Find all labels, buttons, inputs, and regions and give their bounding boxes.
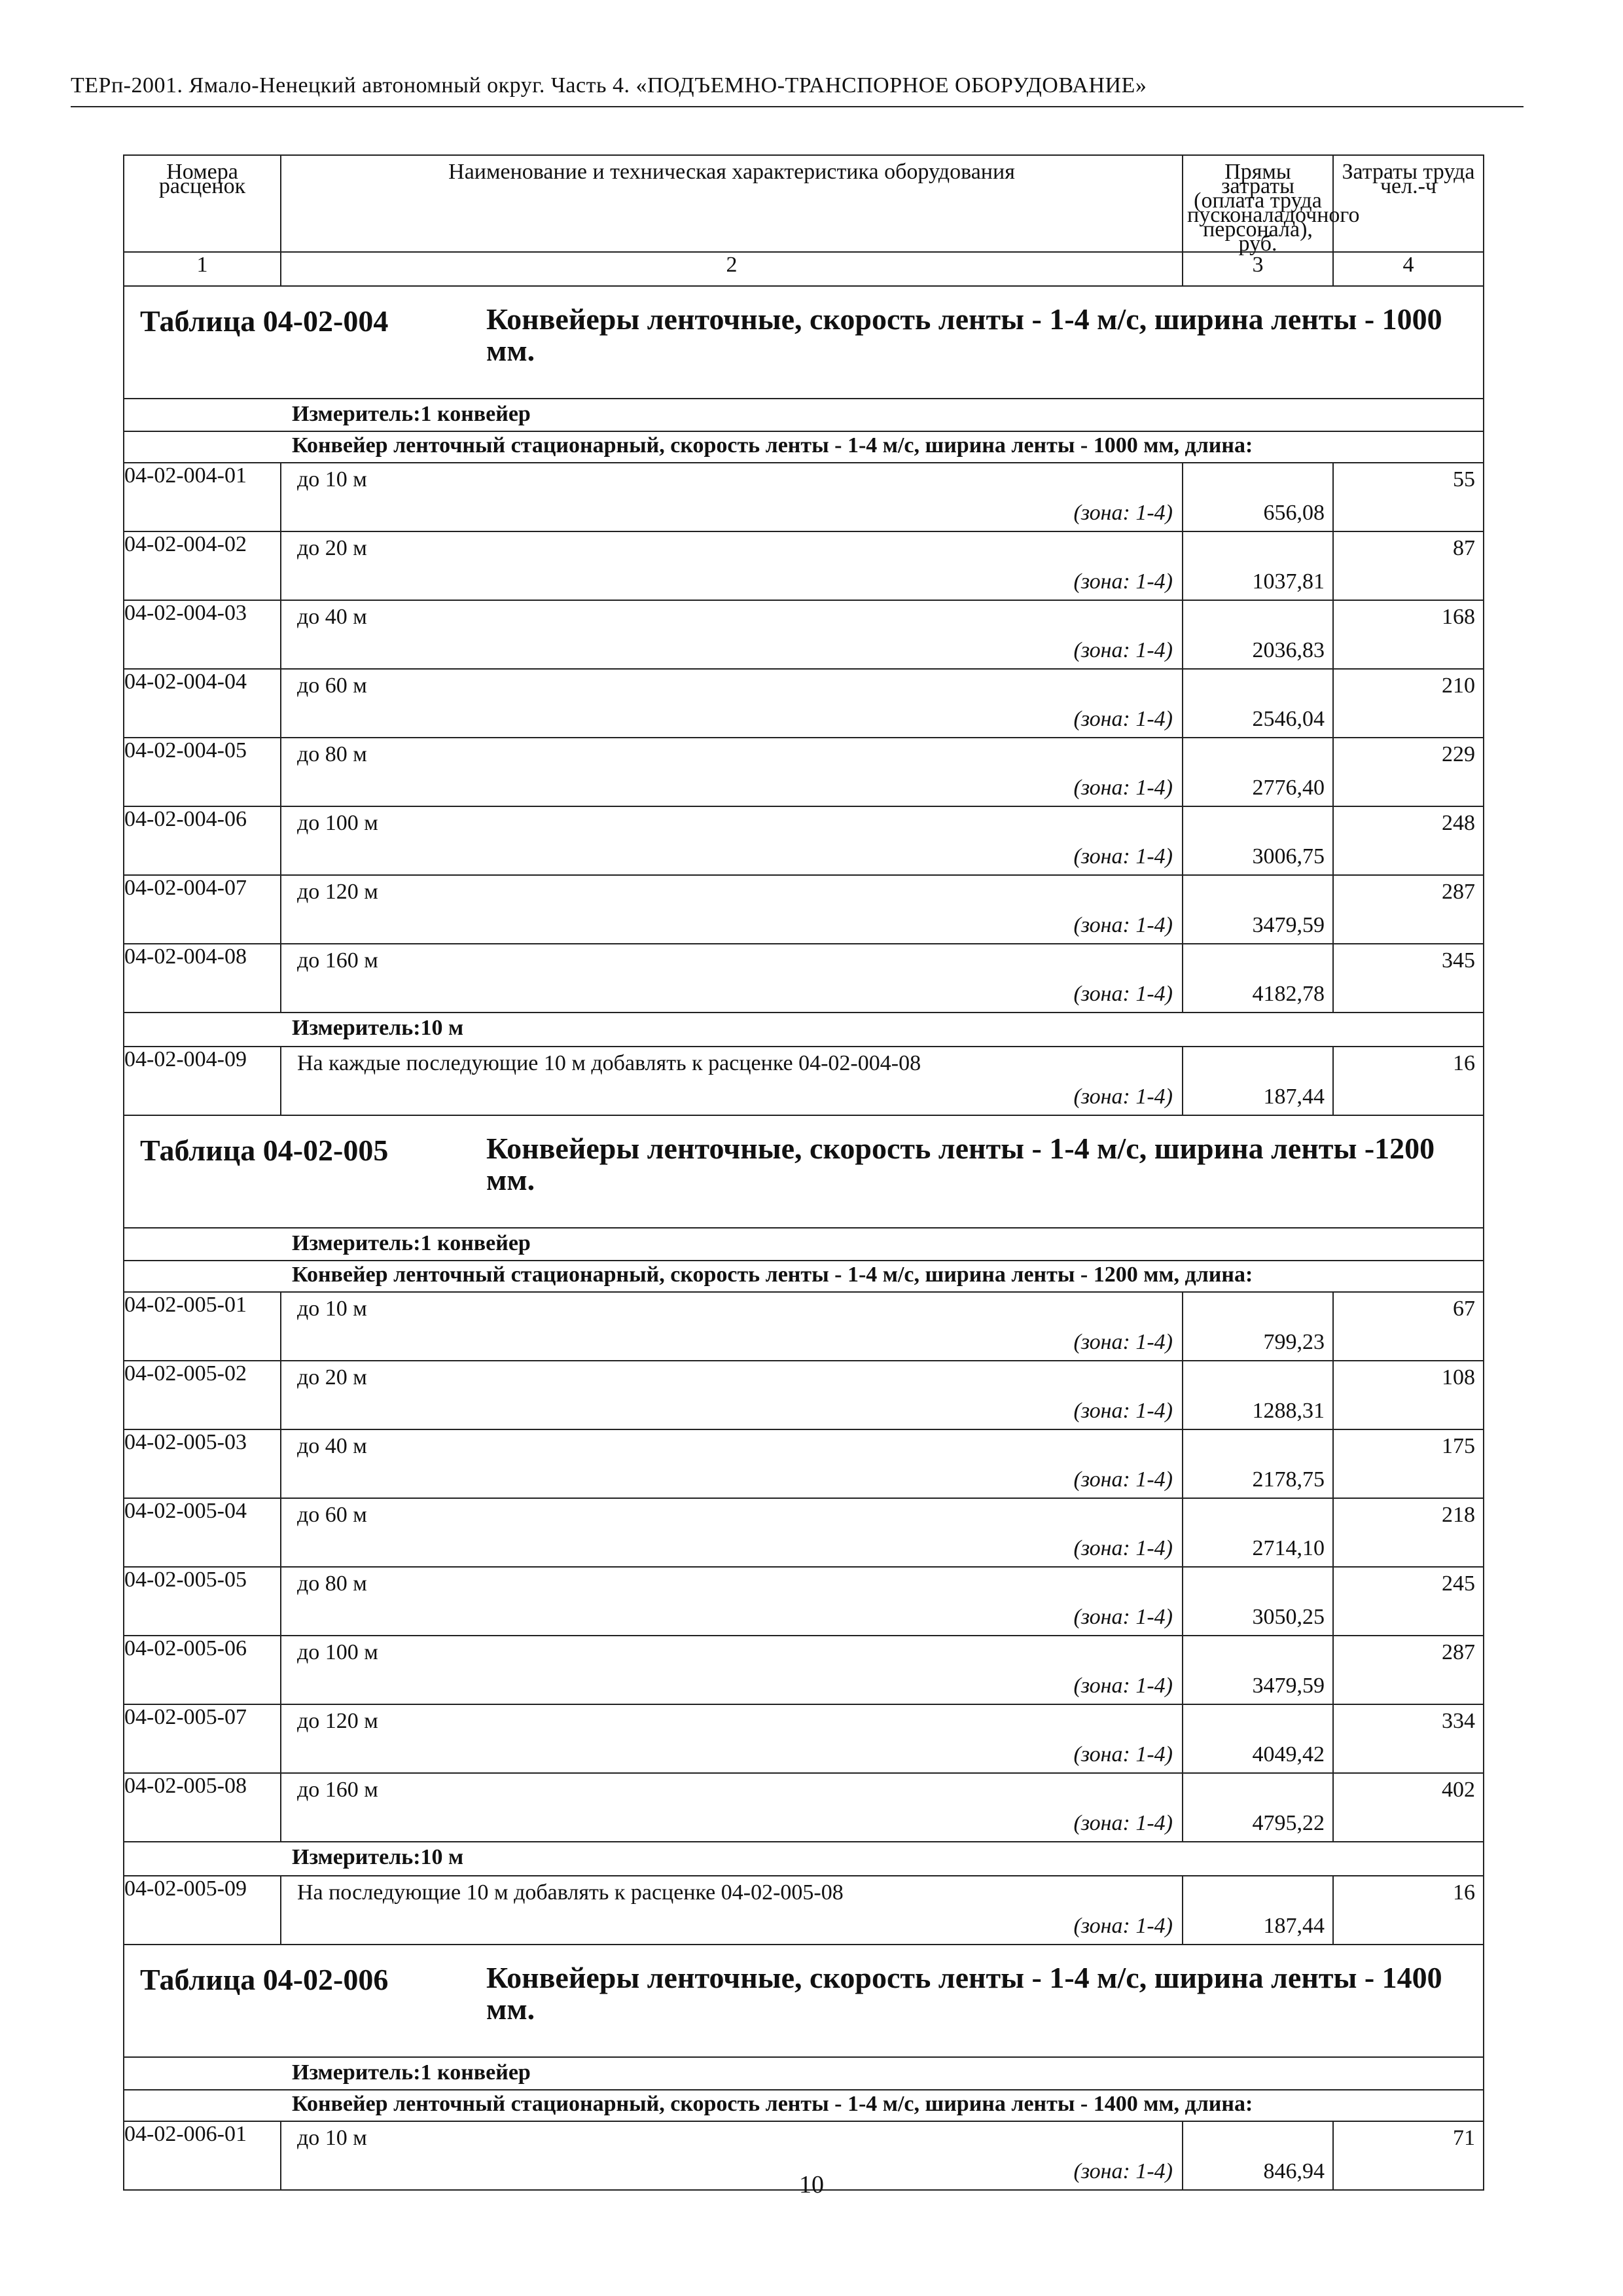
rate-description-cell xyxy=(281,531,1183,600)
rate-zone: (зона: 1-4) xyxy=(1073,1811,1173,1835)
rate-description: На каждые последующие 10 м добавлять к расценке 04-02-004-08 xyxy=(297,1051,921,1075)
rate-code: 04-02-005-04 xyxy=(124,1498,281,1567)
rate-code: 04-02-004-05 xyxy=(124,738,281,806)
rate-description: до 120 м xyxy=(297,1709,378,1733)
rate-description: до 10 м xyxy=(297,1297,367,1321)
rate-labor-cell xyxy=(1333,1361,1484,1429)
rate-row xyxy=(124,1567,1484,1636)
column-number: 4 xyxy=(1333,252,1484,286)
rate-description: до 60 м xyxy=(297,1503,367,1527)
rate-labor: 16 xyxy=(1453,1051,1475,1075)
measure-row xyxy=(124,2057,1484,2090)
rate-description-cell xyxy=(281,1567,1183,1636)
rate-code: 04-02-004-04 xyxy=(124,669,281,738)
measure-label: Измеритель:1 конвейер xyxy=(292,2060,531,2085)
rate-labor: 248 xyxy=(1442,811,1475,835)
rate-labor: 67 xyxy=(1453,1297,1475,1321)
rate-price: 187,44 xyxy=(1263,1085,1325,1109)
rate-description-cell xyxy=(281,806,1183,875)
measure-row xyxy=(124,1228,1484,1261)
rate-price-cell xyxy=(1183,1773,1333,1842)
rate-price: 2776,40 xyxy=(1252,776,1325,800)
rate-row xyxy=(124,1498,1484,1567)
page-number: 10 xyxy=(799,2171,824,2198)
section-subtitle: Конвейер ленточный стационарный, скорость ленты - 1-4 м/с, ширина ленты - 1000 мм, длина: xyxy=(292,433,1253,457)
rate-row xyxy=(124,531,1484,600)
rate-zone: (зона: 1-4) xyxy=(1073,1914,1173,1938)
rate-description-cell xyxy=(281,1498,1183,1567)
rates-table xyxy=(123,154,1484,2191)
rate-description-cell xyxy=(281,1636,1183,1704)
rate-zone: (зона: 1-4) xyxy=(1073,913,1173,937)
rate-zone: (зона: 1-4) xyxy=(1073,2159,1173,2183)
rate-price-cell xyxy=(1183,600,1333,669)
rate-labor: 16 xyxy=(1453,1880,1475,1905)
column-header-row xyxy=(124,155,1484,252)
rate-row xyxy=(124,463,1484,531)
rate-price: 4049,42 xyxy=(1252,1742,1325,1767)
rate-labor-cell xyxy=(1333,1498,1484,1567)
rate-labor: 87 xyxy=(1453,536,1475,560)
rate-price: 2546,04 xyxy=(1252,707,1325,731)
rate-code: 04-02-005-01 xyxy=(124,1292,281,1361)
rate-price: 187,44 xyxy=(1263,1914,1325,1938)
rate-labor: 245 xyxy=(1442,1571,1475,1596)
rate-description: до 10 м xyxy=(297,467,367,492)
rate-price: 3006,75 xyxy=(1252,844,1325,869)
rate-price-cell xyxy=(1183,875,1333,944)
rate-price: 846,94 xyxy=(1263,2159,1325,2183)
rate-zone: (зона: 1-4) xyxy=(1073,1399,1173,1423)
rate-description-cell xyxy=(281,1773,1183,1842)
rate-price-cell xyxy=(1183,1361,1333,1429)
rate-code: 04-02-006-01 xyxy=(124,2121,281,2190)
rate-labor-cell xyxy=(1333,669,1484,738)
rate-description: до 100 м xyxy=(297,811,378,835)
rate-description: до 160 м xyxy=(297,1778,378,1802)
rate-price-cell xyxy=(1183,944,1333,1013)
table-name: Конвейеры ленточные, скорость ленты - 1-4 м/с, ширина ленты -1200 мм. xyxy=(486,1132,1435,1196)
rate-row xyxy=(124,1773,1484,1842)
rate-price: 799,23 xyxy=(1263,1330,1325,1354)
table-number: Таблица 04-02-005 xyxy=(140,1134,389,1167)
rate-description-cell xyxy=(281,1876,1183,1945)
rate-description: до 60 м xyxy=(297,673,367,698)
rate-row xyxy=(124,1292,1484,1361)
rate-zone: (зона: 1-4) xyxy=(1073,1674,1173,1698)
rate-row xyxy=(124,738,1484,806)
section-subtitle-row xyxy=(124,1261,1484,1292)
measure-row xyxy=(124,1842,1484,1876)
rate-labor: 229 xyxy=(1442,742,1475,766)
rate-description: На последующие 10 м добавлять к расценке 04-02-005-08 xyxy=(297,1880,844,1905)
rate-price-cell xyxy=(1183,1498,1333,1567)
rate-code: 04-02-004-03 xyxy=(124,600,281,669)
rate-price: 1037,81 xyxy=(1252,569,1325,594)
column-header-direct-costs: Прямы затраты (оплата труда пусконаладочного персонала), руб. xyxy=(1183,155,1333,252)
table-number: Таблица 04-02-004 xyxy=(140,304,389,338)
rate-labor-cell xyxy=(1333,1773,1484,1842)
rate-labor: 287 xyxy=(1442,880,1475,904)
rate-description: до 40 м xyxy=(297,605,367,629)
rate-zone: (зона: 1-4) xyxy=(1073,1605,1173,1629)
rate-labor-cell xyxy=(1333,531,1484,600)
rate-row xyxy=(124,944,1484,1013)
rate-code: 04-02-005-05 xyxy=(124,1567,281,1636)
rate-code: 04-02-005-02 xyxy=(124,1361,281,1429)
rate-zone: (зона: 1-4) xyxy=(1073,1330,1173,1354)
rate-price-cell xyxy=(1183,1704,1333,1773)
rate-labor-cell xyxy=(1333,1636,1484,1704)
rate-price: 2178,75 xyxy=(1252,1467,1325,1492)
rate-code: 04-02-004-08 xyxy=(124,944,281,1013)
column-number: 3 xyxy=(1183,252,1333,286)
rate-zone: (зона: 1-4) xyxy=(1073,569,1173,594)
rate-description-cell xyxy=(281,1704,1183,1773)
rate-price: 656,08 xyxy=(1263,501,1325,525)
rate-row xyxy=(124,806,1484,875)
rate-row xyxy=(124,1704,1484,1773)
table-title-row xyxy=(124,1115,1484,1228)
rate-price-cell xyxy=(1183,1636,1333,1704)
rate-row xyxy=(124,1047,1484,1115)
table-title-row xyxy=(124,1945,1484,2057)
section-subtitle: Конвейер ленточный стационарный, скорость ленты - 1-4 м/с, ширина ленты - 1200 мм, длина: xyxy=(292,1263,1253,1287)
rate-zone: (зона: 1-4) xyxy=(1073,501,1173,525)
rate-row xyxy=(124,600,1484,669)
rate-labor-cell xyxy=(1333,944,1484,1013)
rate-code: 04-02-005-06 xyxy=(124,1636,281,1704)
rate-labor: 402 xyxy=(1442,1778,1475,1802)
rate-row xyxy=(124,1361,1484,1429)
measure-label: Измеритель:10 м xyxy=(292,1845,464,1869)
rate-zone: (зона: 1-4) xyxy=(1073,1742,1173,1767)
rate-zone: (зона: 1-4) xyxy=(1073,776,1173,800)
rate-description: до 120 м xyxy=(297,880,378,904)
rate-price: 3479,59 xyxy=(1252,1674,1325,1698)
column-number-row xyxy=(124,252,1484,286)
rate-labor: 108 xyxy=(1442,1365,1475,1390)
rate-price-cell xyxy=(1183,531,1333,600)
rate-price: 4182,78 xyxy=(1252,982,1325,1006)
rate-row xyxy=(124,669,1484,738)
rate-price-cell xyxy=(1183,1292,1333,1361)
measure-label: Измеритель:1 конвейер xyxy=(292,402,531,426)
rate-labor: 168 xyxy=(1442,605,1475,629)
table-title-row xyxy=(124,286,1484,399)
section-subtitle-row xyxy=(124,431,1484,463)
rate-code: 04-02-005-09 xyxy=(124,1876,281,1945)
column-number: 2 xyxy=(281,252,1183,286)
rate-zone: (зона: 1-4) xyxy=(1073,844,1173,869)
rate-description-cell xyxy=(281,1047,1183,1115)
rate-code: 04-02-004-01 xyxy=(124,463,281,531)
measure-row xyxy=(124,1013,1484,1047)
rate-price-cell xyxy=(1183,669,1333,738)
rate-labor-cell xyxy=(1333,1567,1484,1636)
rate-description-cell xyxy=(281,463,1183,531)
rate-labor-cell xyxy=(1333,875,1484,944)
rate-price-cell xyxy=(1183,1429,1333,1498)
column-header-description: Наименование и техническая характеристика оборудования xyxy=(281,155,1183,252)
rate-description: до 80 м xyxy=(297,1571,367,1596)
rate-labor: 287 xyxy=(1442,1640,1475,1664)
header-rule xyxy=(71,106,1524,107)
rate-labor-cell xyxy=(1333,1704,1484,1773)
table-number: Таблица 04-02-006 xyxy=(140,1963,389,1996)
rate-zone: (зона: 1-4) xyxy=(1073,1085,1173,1109)
rate-price-cell xyxy=(1183,1047,1333,1115)
rate-description-cell xyxy=(281,669,1183,738)
rate-code: 04-02-004-07 xyxy=(124,875,281,944)
table-name: Конвейеры ленточные, скорость ленты - 1-4 м/с, ширина ленты - 1400 мм. xyxy=(486,1961,1442,2026)
rate-description: до 40 м xyxy=(297,1434,367,1458)
rate-price: 4795,22 xyxy=(1252,1811,1325,1835)
rate-labor-cell xyxy=(1333,1429,1484,1498)
rate-labor-cell xyxy=(1333,600,1484,669)
section-subtitle: Конвейер ленточный стационарный, скорость ленты - 1-4 м/с, ширина ленты - 1400 мм, длина: xyxy=(292,2092,1253,2116)
rate-description: до 20 м xyxy=(297,1365,367,1390)
column-header-labor: Затраты труда чел.-ч xyxy=(1333,155,1484,252)
rate-price-cell xyxy=(1183,738,1333,806)
rate-description-cell xyxy=(281,1361,1183,1429)
rate-labor: 71 xyxy=(1453,2126,1475,2150)
measure-label: Измеритель:10 м xyxy=(292,1016,464,1040)
rate-labor: 175 xyxy=(1442,1434,1475,1458)
section-subtitle-row xyxy=(124,2090,1484,2121)
rate-labor-cell xyxy=(1333,463,1484,531)
rate-code: 04-02-004-06 xyxy=(124,806,281,875)
rate-description: до 10 м xyxy=(297,2126,367,2150)
rate-row xyxy=(124,1429,1484,1498)
table-name: Конвейеры ленточные, скорость ленты - 1-4 м/с, ширина ленты - 1000 мм. xyxy=(486,302,1442,367)
rate-description: до 80 м xyxy=(297,742,367,766)
measure-row xyxy=(124,399,1484,431)
rate-description: до 160 м xyxy=(297,948,378,973)
rate-labor-cell xyxy=(1333,806,1484,875)
rate-description-cell xyxy=(281,944,1183,1013)
rate-row xyxy=(124,1876,1484,1945)
rate-description: до 20 м xyxy=(297,536,367,560)
rate-zone: (зона: 1-4) xyxy=(1073,1467,1173,1492)
rate-row xyxy=(124,1636,1484,1704)
rate-description-cell xyxy=(281,600,1183,669)
page-header-title: ТЕРп-2001. Ямало-Ненецкий автономный округ. Часть 4. «ПОДЪЕМНО-ТРАНСПОРНОЕ ОБОРУДОВАНИЕ» xyxy=(71,73,1147,98)
rate-price: 3479,59 xyxy=(1252,913,1325,937)
rate-price-cell xyxy=(1183,1876,1333,1945)
rate-price-cell xyxy=(1183,806,1333,875)
rate-code: 04-02-004-02 xyxy=(124,531,281,600)
column-number: 1 xyxy=(124,252,281,286)
measure-label: Измеритель:1 конвейер xyxy=(292,1231,531,1255)
rate-labor: 210 xyxy=(1442,673,1475,698)
rate-description-cell xyxy=(281,1429,1183,1498)
rate-zone: (зона: 1-4) xyxy=(1073,1536,1173,1560)
rate-code: 04-02-004-09 xyxy=(124,1047,281,1115)
rate-labor-cell xyxy=(1333,1292,1484,1361)
rate-code: 04-02-005-03 xyxy=(124,1429,281,1498)
rate-price-cell xyxy=(1183,1567,1333,1636)
rate-description-cell xyxy=(281,875,1183,944)
rate-zone: (зона: 1-4) xyxy=(1073,707,1173,731)
rate-labor-cell xyxy=(1333,738,1484,806)
rate-zone: (зона: 1-4) xyxy=(1073,982,1173,1006)
rate-price-cell xyxy=(1183,463,1333,531)
rate-labor-cell xyxy=(1333,1047,1484,1115)
rate-labor: 218 xyxy=(1442,1503,1475,1527)
rate-description-cell xyxy=(281,738,1183,806)
rate-code: 04-02-005-07 xyxy=(124,1704,281,1773)
column-header-codes: Номера расценок xyxy=(124,155,281,252)
rate-zone: (зона: 1-4) xyxy=(1073,638,1173,662)
rate-description: до 100 м xyxy=(297,1640,378,1664)
rate-price: 2036,83 xyxy=(1252,638,1325,662)
rate-row xyxy=(124,875,1484,944)
rate-price: 2714,10 xyxy=(1252,1536,1325,1560)
rate-labor: 345 xyxy=(1442,948,1475,973)
rate-code: 04-02-005-08 xyxy=(124,1773,281,1842)
rate-price: 1288,31 xyxy=(1252,1399,1325,1423)
rate-labor-cell xyxy=(1333,1876,1484,1945)
rate-description-cell xyxy=(281,1292,1183,1361)
rate-price: 3050,25 xyxy=(1252,1605,1325,1629)
rate-labor: 334 xyxy=(1442,1709,1475,1733)
rate-labor: 55 xyxy=(1453,467,1475,492)
